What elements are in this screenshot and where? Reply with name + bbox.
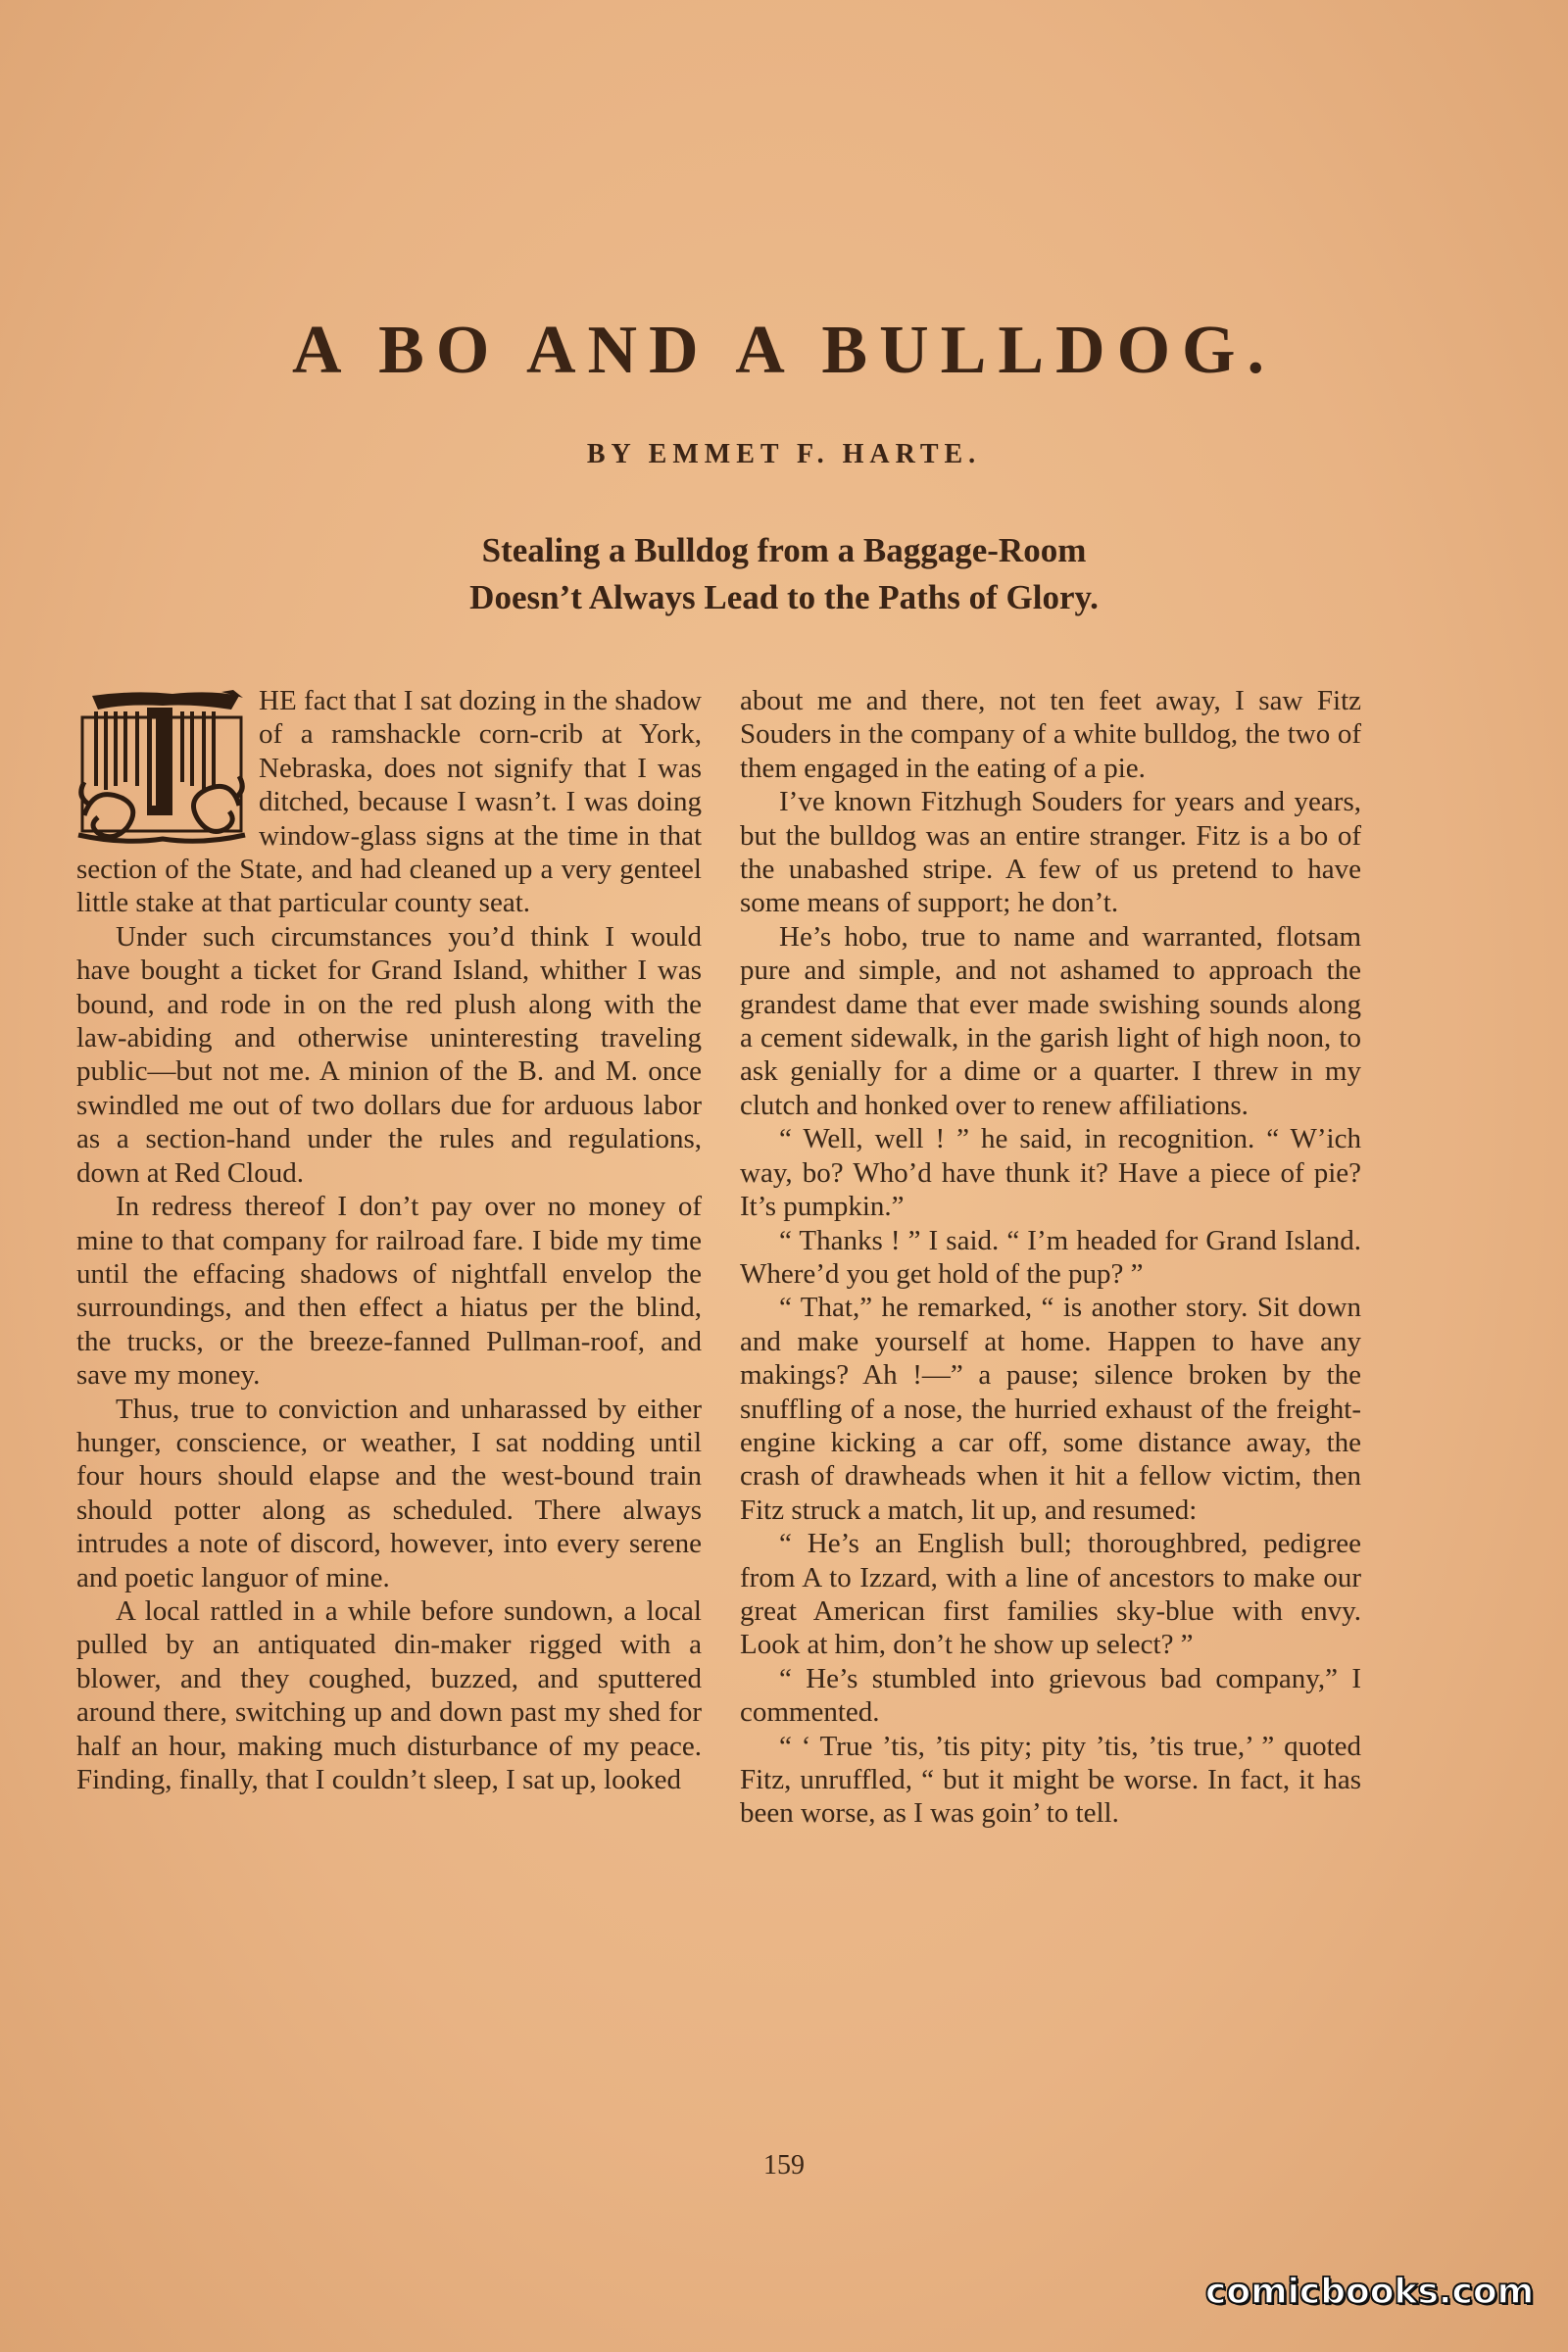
paragraph: “ Well, well ! ” he said, in recognition. “ W’ich way, bo? Who’d have thunk it? Have a piece of pie? It’s pumpkin.” [740,1123,1361,1223]
ornamental-initial-t-icon [74,688,249,847]
paragraph: HE fact that I sat dozing in the shadow of a ramshackle corn-crib at York, Nebraska, does not signify that I was ditched, because I wasn’t. I was doing window-glass signs at the time in that section of the State, and had cleaned up a very genteel little stake at that particular county seat. [76,685,702,919]
article-byline: BY EMMET F. HARTE. [586,439,982,469]
paragraph: “ ‘ True ’tis, ’tis pity; pity ’tis, ’tis true,’ ” quoted Fitz, unruffled, “ but it might be worse. In fact, it has been worse, as I was goin’ to tell. [740,1730,1361,1830]
paragraph: He’s hobo, true to name and warranted, flotsam pure and simple, and not ashamed to approach the grandest dame that ever made swishing sounds along a cement sidewalk, in the garish light of high noon, to ask genially for a dime or a quarter. I threw in my clutch and honked over to renew affiliations. [740,920,1361,1121]
paragraph: In redress thereof I don’t pay over no money of mine to that company for railroad fare. I bide my time until the effacing shadows of nightfall envelop the surroundings, and then effect a hiatus per the blind, the trucks, or the breeze-fanned Pullman-roof, and save my money. [76,1191,702,1392]
subtitle-line-2: Doesn’t Always Lead to the Paths of Glory. [469,578,1099,616]
article-title: A BO AND A BULLDOG. [291,313,1276,388]
page-number: 159 [763,2150,805,2180]
site-watermark: comicbooks.com [1205,2272,1535,2312]
paragraph: “ He’s an English bull; thoroughbred, pedigree from A to Izzard, with a line of ancestors to make our great American first families sky-blue with envy. Look at him, don’t he show up select? ” [740,1528,1361,1661]
paragraph: “ That,” he remarked, “ is another story. Sit down and make yourself at home. Happen to have any makings? Ah !—” a pause; silence broken by the snuffling of a nose, the hurried exhaust of the freight-engine kicking a car off, some distance away, the crash of drawheads when it hit a fellow victim, then Fitz struck a match, lit up, and resumed: [740,1292,1361,1526]
paragraph: about me and there, not ten feet away, I saw Fitz Souders in the company of a white bulldog, the two of them engaged in the eating of a pie. [740,685,1361,784]
left-column [76,684,702,1796]
paragraph: “ Thanks ! ” I said. “ I’m headed for Grand Island. Where’d you get hold of the pup? ” [740,1224,1361,1290]
paragraph: A local rattled in a while before sundown, a local pulled by an antiquated din-maker rigged with a blower, and they coughed, buzzed, and sputtered around there, switching up and down past my shed for half an hour, making much disturbance of my peace. Finding, finally, that I couldn’t sleep, I sat up, looked [76,1594,702,1795]
paragraph: I’ve known Fitzhugh Souders for years and years, but the bulldog was an entire stranger. Fitz is a bo of the unabashed stripe. A few of us pretend to have some means of support; he don’t. [740,786,1361,919]
right-column [740,684,1361,1831]
subtitle-line-1: Stealing a Bulldog from a Baggage-Room [481,531,1087,569]
article-subtitle [0,527,1568,621]
paragraph: Thus, true to conviction and unharassed by either hunger, conscience, or weather, I sat nodding until four hours should elapse and the west-bound train should potter along as scheduled. There always intrudes a note of discord, however, into every serene and poetic languor of mine. [76,1393,702,1593]
paragraph: Under such circumstances you’d think I would have bought a ticket for Grand Island, whither I was bound, and rode in on the red plush along with the law-abiding and otherwise uninteresting traveling public—but not me. A minion of the B. and M. once swindled me out of two dollars due for arduous labor as a section-hand under the rules and regulations, down at Red Cloud. [76,920,702,1189]
paragraph: “ He’s stumbled into grievous bad company,” I commented. [740,1662,1361,1729]
